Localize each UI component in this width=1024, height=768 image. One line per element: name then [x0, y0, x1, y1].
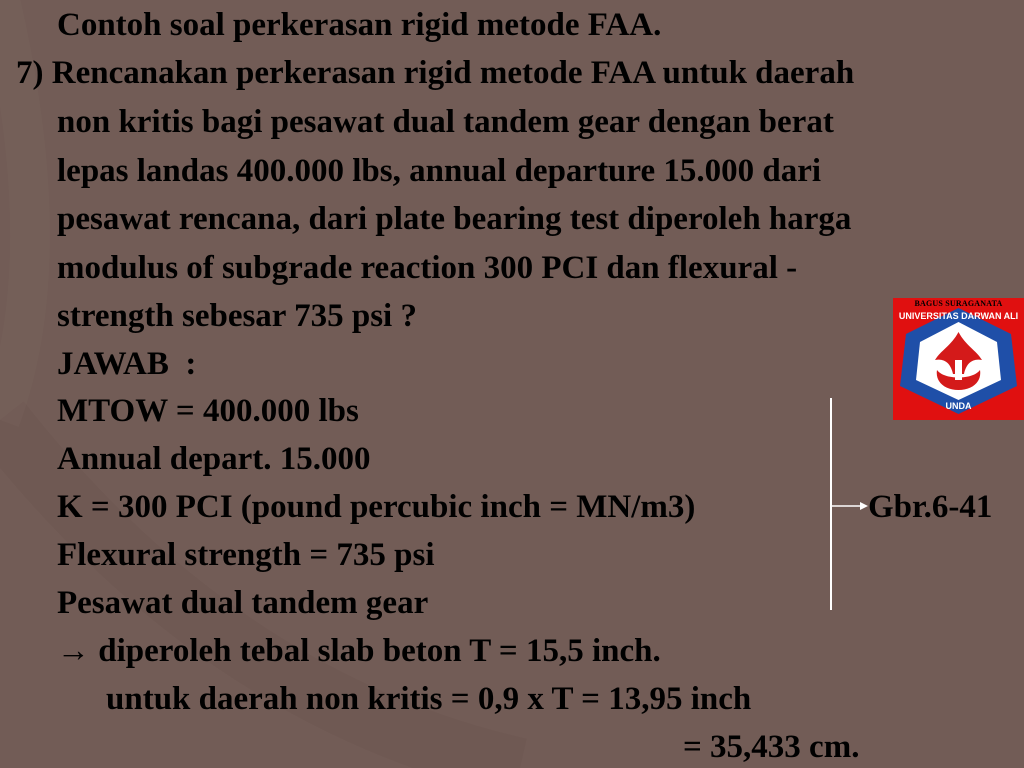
answer-metric-thickness: = 35,433 cm. — [683, 729, 860, 765]
answer-noncritical-thickness: untuk daerah non kritis = 0,9 x T = 13,95 inch — [106, 681, 752, 717]
slide-title: Contoh soal perkerasan rigid metode FAA. — [57, 7, 662, 43]
answer-aircraft: Pesawat dual tandem gear — [57, 585, 429, 621]
answer-annual-departure: Annual depart. 15.000 — [57, 441, 371, 477]
question-line-1: 7) Rencanakan perkerasan rigid metode FAA untuk daerah — [16, 55, 855, 91]
logo-ring-text: UNIVERSITAS DARWAN ALI — [898, 311, 1019, 321]
answer-k-value: K = 300 PCI (pound percubic inch = MN/m3) — [57, 489, 696, 525]
figure-reference: Gbr.6-41 — [868, 489, 993, 525]
answer-mtow: MTOW = 400.000 lbs — [57, 393, 359, 429]
logo-caption: BAGUS SURAGANATA — [914, 299, 1003, 308]
connector-arrow-icon — [826, 494, 870, 518]
question-line-3: lepas landas 400.000 lbs, annual departure 15.000 dari — [57, 153, 822, 189]
answer-flexural-strength: Flexural strength = 735 psi — [57, 537, 435, 573]
question-line-5: modulus of subgrade reaction 300 PCI dan flexural - — [57, 250, 798, 286]
question-line-6: strength sebesar 735 psi ? — [57, 298, 417, 334]
question-line-2: non kritis bagi pesawat dual tandem gear dengan berat — [57, 104, 834, 140]
university-logo — [893, 298, 1024, 420]
question-line-4: pesawat rencana, dari plate bearing test diperoleh harga — [57, 201, 852, 237]
answer-heading: JAWAB : — [57, 346, 197, 382]
logo-bottom-text: UNDA — [945, 401, 972, 411]
answer-slab-thickness: → diperoleh tebal slab beton T = 15,5 inch. — [57, 633, 661, 669]
